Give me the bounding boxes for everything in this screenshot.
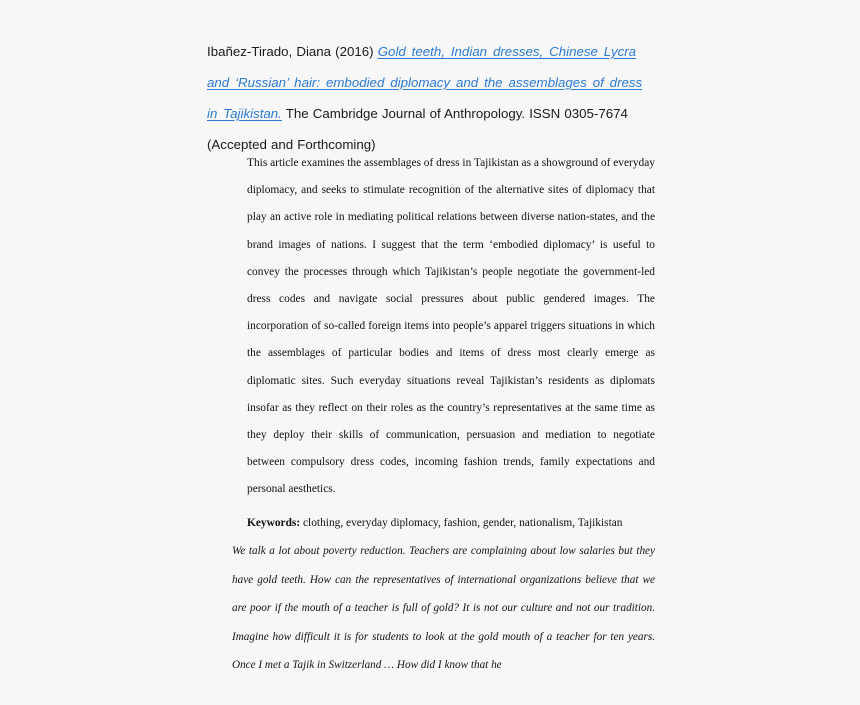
keywords-values: clothing, everyday diplomacy, fashion, gender, nationalism, Tajikistan — [300, 517, 623, 529]
quotation-block: We talk a lot about poverty reduction. Teachers are complaining about low salaries but they have gold teeth. How can the representatives of international organizations believe that we are poor if the mouth of a teacher is full of gold? It is not our culture and not our tradition. Imagine how difficult it is for students to look at the gold mouth of a teacher for ten years. Once I met a Tajik in Switzerland … How did I know that he — [232, 545, 655, 672]
citation-publication-info: The Cambridge Journal of Anthropology. ISSN 0305-7674 (Accepted and Forthcoming) — [207, 106, 628, 152]
citation-authors-year: Ibañez-Tirado, Diana (2016) — [207, 44, 378, 59]
article-title-link[interactable]: Gold teeth, Indian dresses, Chinese Lycra and ‘Russian’ hair: embodied diplomacy and the assemblages of dress in Tajikistan. — [207, 44, 643, 121]
keywords-line — [247, 510, 655, 537]
keywords-label: Keywords: — [247, 517, 301, 529]
citation-block — [207, 36, 657, 160]
abstract-text: This article examines the assemblages of dress in Tajikistan as a showground of everyday diplomacy, and seeks to stimulate recognition of the alternative sites of diplomacy that play an active role in mediating political relations between diverse nation-states, and the brand images of nations. I suggest that the term ‘embodied diplomacy’ is useful to convey the processes through which Tajikistan’s people negotiate the government-led dress codes and navigate social pressures about public gendered images. The incorporation of so-called foreign items into people’s apparel triggers situations in which the assemblages of particular bodies and items of dress most clearly emerge as diplomatic sites. Such everyday situations reveal Tajikistan’s residents as diplomats insofar as they reflect on their roles as the country’s representatives at the same time as they deploy their skills of communication, persuasion and mediation to negotiate between compulsory dress codes, incoming fashion trends, family expectations and personal aesthetics. — [247, 157, 655, 496]
